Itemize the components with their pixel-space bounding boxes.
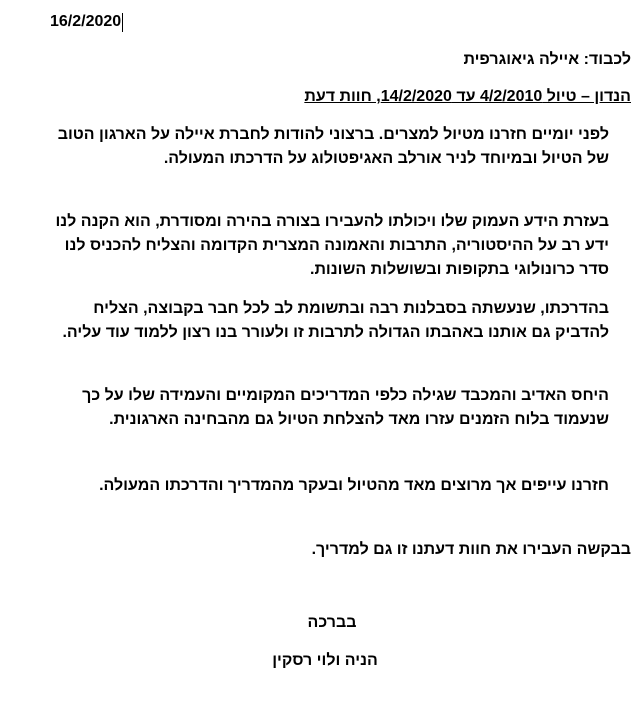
subject-text: הנדון – טיול 4/2/2010 עד 14/2/2020, חוות דעת [304,88,631,105]
closing-greeting: בברכה [307,614,357,631]
recipient-line: לכבוד: איילה גיאוגרפית [463,51,631,68]
paragraph-3: בהדרכתו, שנעשתה בסבלנות רבה ובתשומת לב לכל חבר בקבוצה, הצליח להדביק גם אותנו באהבתו הגדולה לתרבות זו ולעורר בנו רצון ללמוד עוד עליה. [62,300,609,341]
paragraph-6: בבקשה העבירו את חוות דעתנו זו גם למדריך. [311,541,631,558]
subject-line [31,85,631,109]
date-line[interactable] [50,10,123,34]
letter-date: 16/2/2020 [50,13,122,30]
text-cursor [122,13,123,32]
paragraph-2: בעזרת הידע העמוק שלו ויכולתו להעבירו בצורה בהירה ומסודרת, הוא הקנה לנו ידע רב על ההיסטוריה, התרבות והאמונה המצרית הקדומה והצליח להכניס לנו סדר כרונולוגי בתקופות ובשושלות השונות. [55,213,609,278]
paragraph-1: לפני יומיים חזרנו מטיול למצרים. ברצוני להודות לחברת איילה על הארגון הטוב של הטיול ובמיוחד לניר אורלב האגיפטולוג על הדרכתו המעולה. [57,126,609,167]
paragraph-4: היחס האדיב והמכבד שגילה כלפי המדריכים המקומיים והעמידה שלו על כך שנעמוד בלוח הזמנים עזרו מאד להצלחת הטיול גם מהבחינה הארגונית. [82,387,609,428]
signature: הניה ולוי רסקין [272,652,378,669]
paragraph-5: חזרנו עייפים אך מרוצים מאד מהטיול ובעקר מהמדריך והדרכתו המעולה. [99,477,609,494]
